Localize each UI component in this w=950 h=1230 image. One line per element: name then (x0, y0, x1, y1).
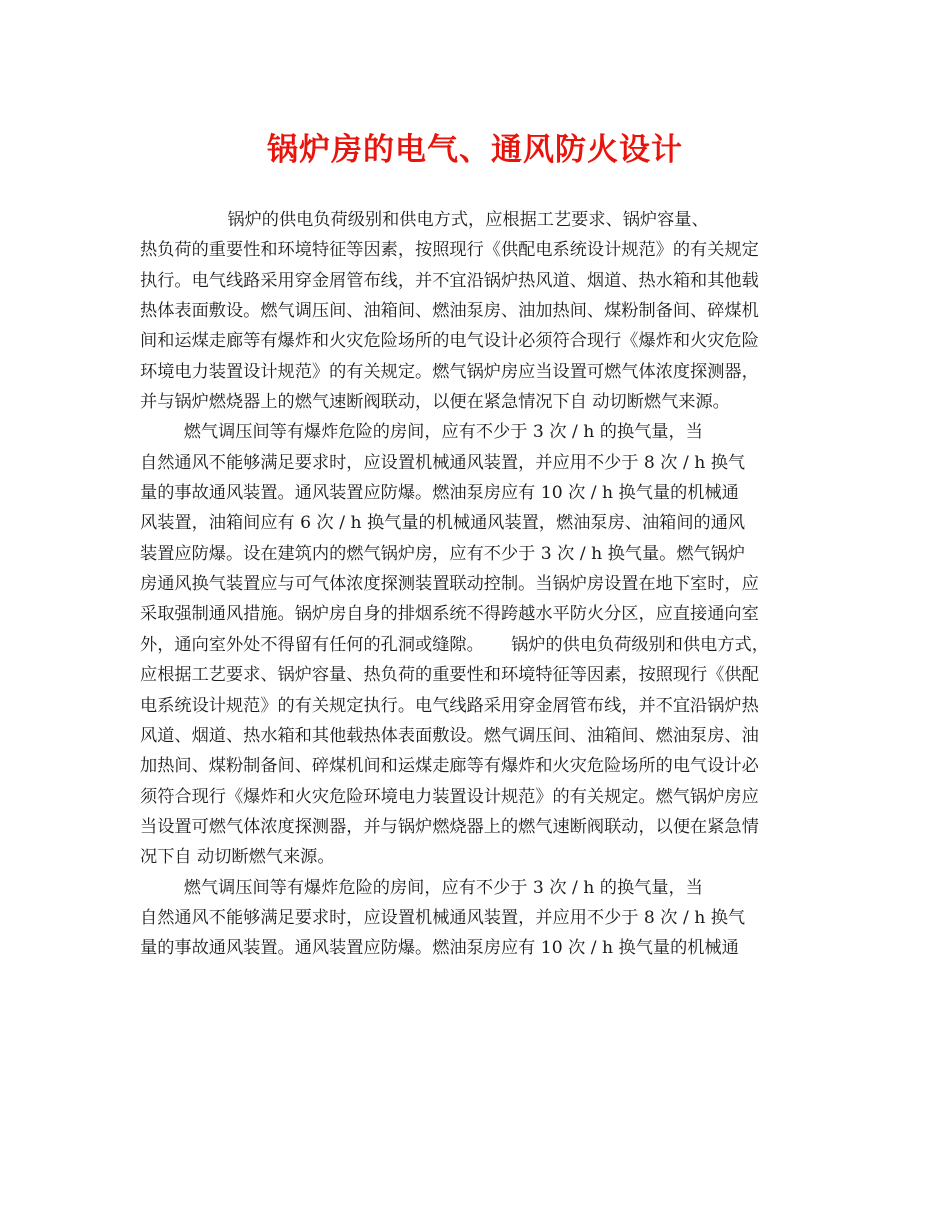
text-line: 间和运煤走廊等有爆炸和火灾危险场所的电气设计必须符合现行《爆炸和火灾危险 (140, 331, 759, 352)
text-line: 电系统设计规范》的有关规定执行。电气线路采用穿金屑管布线，并不宜沿锅炉热 (140, 695, 759, 716)
text-line: 风装置，油箱间应有 6 次 / h 换气量的机械通风装置，燃油泵房、油箱间的通风 (140, 513, 746, 534)
text-line: 量的事故通风装置。通风装置应防爆。燃油泵房应有 10 次 / h 换气量的机械通 (140, 483, 739, 504)
text-line: 执行。电气线路采用穿金屑管布线，并不宜沿锅炉热风道、烟道、热水箱和其他载 (140, 270, 759, 291)
text-line: 加热间、煤粉制备间、碎煤机间和运煤走廊等有爆炸和火灾危险场所的电气设计必 (140, 756, 759, 777)
text-line: 自然通风不能够满足要求时，应设置机械通风装置，并应用不少于 8 次 / h 换气 (140, 452, 746, 473)
text-line: 房通风换气装置应与可气体浓度探测装置联动控制。当锅炉房设置在地下室时，应 (140, 574, 759, 595)
document-title: 锅炉房的电气、通风防火设计 (267, 132, 683, 168)
text-line: 锅炉的供电负荷级别和供电方式，应根据工艺要求、锅炉容量、 (140, 210, 709, 230)
text-line: 外，通向室外处不得留有任何的孔洞或缝隙。 锅炉的供电负荷级别和供电方式， (140, 634, 769, 655)
text-line: 量的事故通风装置。通风装置应防爆。燃油泵房应有 10 次 / h 换气量的机械通 (140, 938, 739, 959)
text-line: 并与锅炉燃烧器上的燃气速断阀联动，以便在紧急情况下自 动切断燃气来源。 (140, 392, 730, 413)
document-body (140, 205, 830, 964)
text-line: 热体表面敷设。燃气调压间、油箱间、燃油泵房、油加热间、煤粉制备间、碎煤机 (140, 301, 759, 322)
text-line: 风道、烟道、热水箱和其他载热体表面敷设。燃气调压间、油箱间、燃油泵房、油 (140, 725, 759, 746)
text-line: 况下自 动切断燃气来源。 (140, 847, 335, 868)
text-line: 装置应防爆。设在建筑内的燃气锅炉房，应有不少于 3 次 / h 换气量。燃气锅炉 (140, 543, 746, 564)
text-line: 自然通风不能够满足要求时，应设置机械通风装置，并应用不少于 8 次 / h 换气 (140, 907, 746, 928)
text-line: 热负荷的重要性和环境特征等因素，按照现行《供配电系统设计规范》的有关规定 (140, 240, 759, 261)
text-line: 当设置可燃气体浓度探测器，并与锅炉燃烧器上的燃气速断阀联动，以便在紧急情 (140, 816, 759, 837)
text-line: 采取强制通风措施。锅炉房自身的排烟系统不得跨越水平防火分区，应直接通向室 (140, 604, 759, 625)
text-line: 应根据工艺要求、锅炉容量、热负荷的重要性和环境特征等因素，按照现行《供配 (140, 665, 759, 686)
text-line: 环境电力装置设计规范》的有关规定。燃气锅炉房应当设置可燃气体浓度探测器， (140, 361, 759, 382)
text-line: 燃气调压间等有爆炸危险的房间，应有不少于 3 次 / h 的换气量，当 (140, 422, 703, 443)
text-line: 燃气调压间等有爆炸危险的房间，应有不少于 3 次 / h 的换气量，当 (140, 877, 703, 898)
text-line: 须符合现行《爆炸和火灾危险环境电力装置设计规范》的有关规定。燃气锅炉房应 (140, 786, 759, 807)
